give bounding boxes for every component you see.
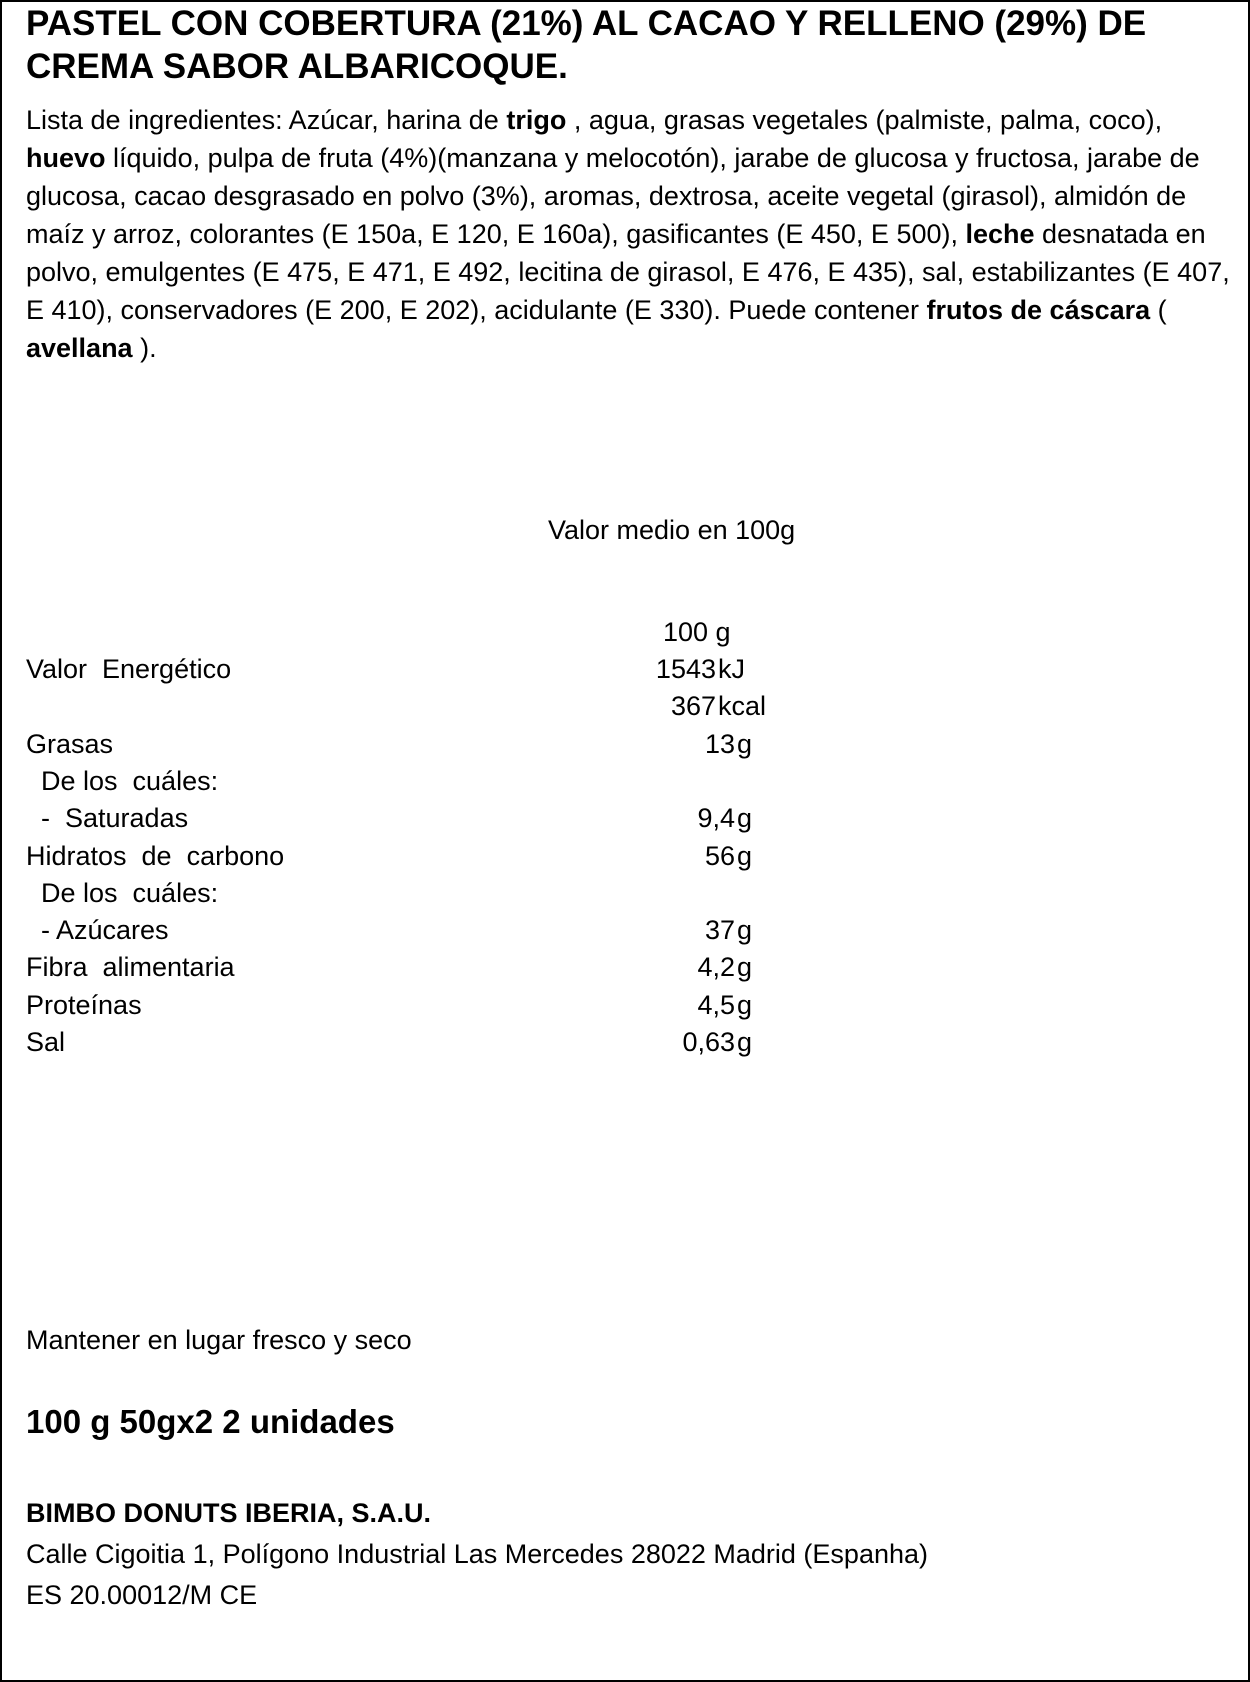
nutrition-row: [0, 838, 1250, 875]
nutrient-unit: kJ: [718, 654, 745, 684]
nutrient-amount: 37: [704, 915, 735, 945]
nutrition-row: [0, 912, 1250, 949]
nutrient-label: Fibra alimentaria: [26, 952, 235, 982]
net-quantity: 100 g 50gx2 2 unidades: [26, 1403, 395, 1440]
ingredient-text: Lista de ingredientes: Azúcar, harina de: [26, 105, 507, 135]
nutrient-amount: 56: [704, 841, 735, 871]
ingredient-text: (: [1150, 295, 1167, 325]
nutrition-row: [0, 651, 1250, 688]
allergen-text: huevo: [26, 143, 106, 173]
nutrient-unit: g: [737, 729, 753, 759]
nutrient-label: De los cuáles:: [26, 766, 219, 796]
nutrition-column-head-row: [0, 614, 1250, 651]
ingredient-text: líquido, pulpa de fruta (4%)(manzana y melocotón), jarabe de glucosa y fructosa, jarabe de glucosa, cacao desgrasado en polvo (3%), aromas, dextrosa, aceite vegetal (girasol), almidón de maíz y arroz, colorantes (E 150a, E 120, E 160a), gasificantes (E 450, E 500),: [26, 143, 1200, 249]
company-address: Calle Cigoitia 1, Polígono Industrial Las Mercedes 28022 Madrid (Espanha): [26, 1539, 929, 1569]
nutrition-row: [0, 949, 1250, 986]
allergen-text: trigo: [506, 105, 567, 135]
nutrient-amount: 367: [670, 691, 716, 721]
nutrition-row: [0, 726, 1250, 763]
nutrient-amount: 4,5: [697, 990, 735, 1020]
nutrient-unit: g: [737, 915, 753, 945]
nutrient-label: Grasas: [26, 729, 114, 759]
nutrient-label: - Azúcares: [26, 915, 169, 945]
product-title: PASTEL CON COBERTURA (21%) AL CACAO Y RELLENO (29%) DE CREMA SABOR ALBARICOQUE.: [26, 4, 1147, 86]
nutrition-row: [0, 800, 1250, 837]
storage-instructions: Mantener en lugar fresco y seco: [26, 1325, 412, 1355]
ingredients-list: [26, 101, 1231, 367]
ingredient-text: ).: [132, 333, 157, 363]
ingredient-text: desnatada en polvo, emulgentes (E 475, E 471, E 492, lecitina de girasol, E 476, E 435), sal, estabilizantes (E 407, E 410), conservadores (E 200, E 202), acidulante (E 330). Puede contener: [26, 219, 1230, 325]
allergen-text: frutos de cáscara: [926, 295, 1151, 325]
nutrient-amount: 9,4: [697, 803, 735, 833]
nutrient-unit: g: [737, 841, 753, 871]
allergen-text: avellana: [26, 333, 133, 363]
nutrient-unit: kcal: [718, 691, 767, 721]
nutrient-label: De los cuáles:: [26, 878, 219, 908]
nutrient-unit: g: [737, 1027, 753, 1057]
nutrition-row: [0, 875, 1250, 912]
nutrient-amount: 4,2: [697, 952, 735, 982]
nutrient-amount: 0,63: [682, 1027, 735, 1057]
nutrient-label: Proteínas: [26, 990, 142, 1020]
nutrition-row: [0, 1024, 1250, 1061]
allergen-text: leche: [965, 219, 1035, 249]
nutrition-row: [0, 763, 1250, 800]
nutrient-unit: g: [737, 952, 753, 982]
company-name: BIMBO DONUTS IBERIA, S.A.U.: [26, 1498, 432, 1528]
nutrient-unit: g: [737, 803, 753, 833]
nutrition-column-head: 100 g: [663, 617, 731, 647]
nutrient-label: Sal: [26, 1027, 66, 1057]
nutrient-unit: g: [737, 990, 753, 1020]
nutrition-row: [0, 688, 1250, 725]
nutrition-row: [0, 987, 1250, 1024]
nutrient-amount: 13: [704, 729, 735, 759]
ingredient-text: , agua, grasas vegetales (palmiste, palma, coco),: [566, 105, 1163, 135]
nutrient-label: Hidratos de carbono: [26, 841, 285, 871]
nutrient-label: - Saturadas: [26, 803, 189, 833]
nutrition-header: Valor medio en 100g: [548, 515, 796, 545]
registration-number: ES 20.00012/M CE: [26, 1580, 258, 1610]
nutrient-label: Valor Energético: [26, 654, 232, 684]
nutrient-amount: 1543: [655, 654, 716, 684]
